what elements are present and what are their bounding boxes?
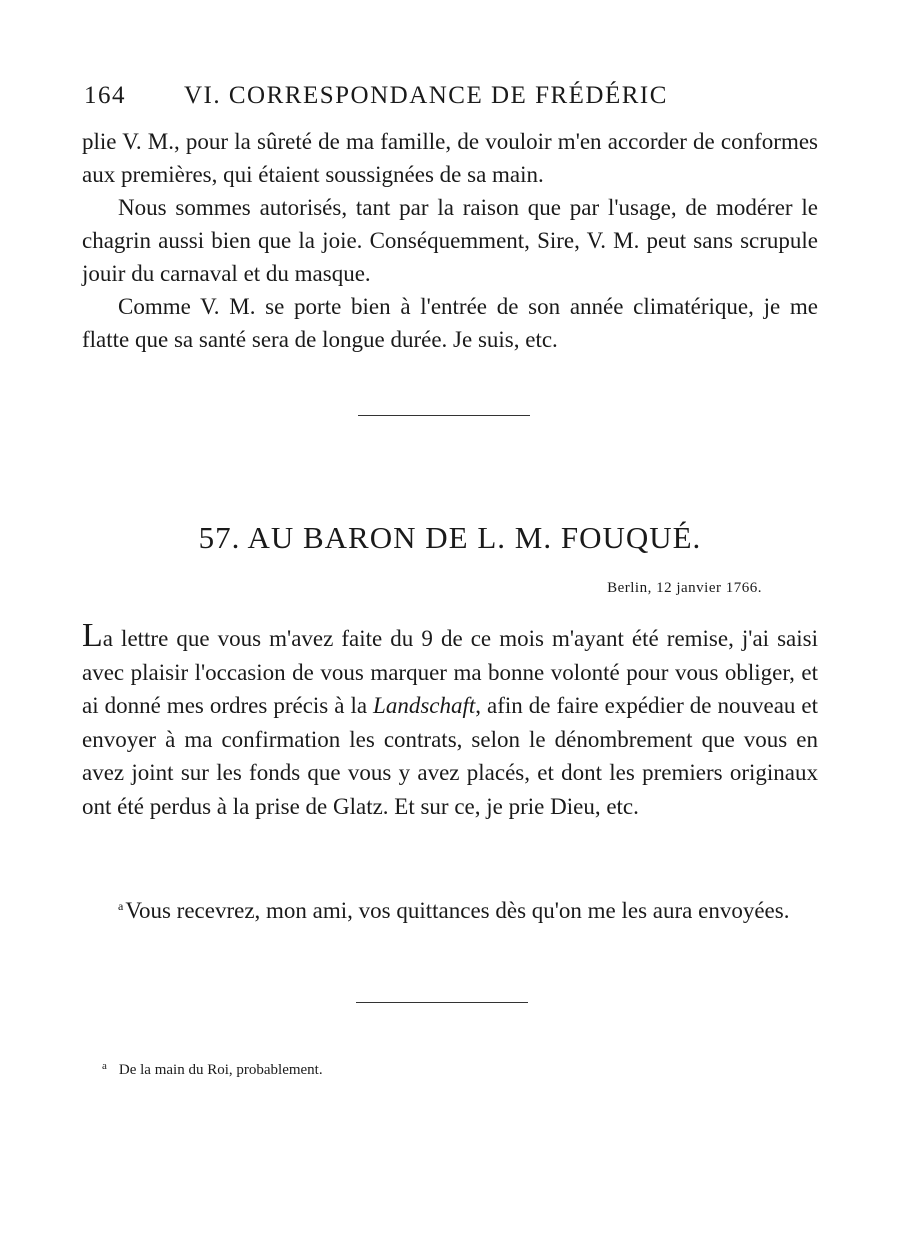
footnote: [102, 1060, 323, 1079]
paragraph: Nous sommes autorisés, tant par la raison que par l'usage, de modérer le chagrin aussi bien que la joie. Conséquemment, Sire, V. M. peut sans scrupule jouir du carnaval et du masque.: [82, 195, 818, 286]
footnote-text: De la main du Roi, probablement.: [118, 1062, 323, 1078]
section-divider: [358, 415, 530, 416]
running-head: [84, 82, 816, 110]
running-title: VI. CORRESPONDANCE DE FRÉDÉRIC: [184, 82, 668, 109]
letter-paragraph: La lettre que vous m'avez faite du 9 de ce mois m'ayant été remise, j'ai saisi avec plaisir l'occasion de vous marquer ma bonne volonté pour vous obliger, et ai donné mes ordres précis à la Landschaft, afin de faire expédier de nouveau et envoyer à ma confirmation les contrats, selon le dénombrement que vous en avez joint sur les fonds que vous y avez placés, et dont les premiers originaux ont été perdus à la prise de Glatz. Et sur ce, je prie Dieu, etc.: [82, 617, 818, 819]
paragraph: Comme V. M. se porte bien à l'entrée de son année climatérique, je me flatte que sa santé sera de longue durée. Je suis, etc.: [82, 294, 818, 352]
letter-heading: [0, 520, 900, 556]
postscript-paragraph: $^a$Vous recevrez, mon ami, vos quittances dès qu'on me les aura envoyées.: [118, 898, 790, 923]
dateline: Berlin, 12 janvier 1766.: [607, 580, 762, 596]
previous-letter-text: [82, 125, 818, 356]
footnote-reference: a: [118, 899, 124, 913]
footnote-divider: [356, 1002, 528, 1003]
initial-letter: L: [82, 617, 103, 654]
letter-title: AU BARON DE L. M. FOUQUÉ.: [247, 520, 702, 555]
paragraph: plie V. M., pour la sûreté de ma famille, de vouloir m'en accorder de conformes aux premières, qui étaient soussignées de sa main.: [82, 129, 818, 187]
footnote-marker: a: [102, 1060, 107, 1072]
letter-body: [82, 617, 818, 823]
letter-number: 57.: [198, 520, 241, 555]
page-number: 164: [84, 82, 126, 109]
postscript: [82, 890, 818, 927]
italic-term: Landschaft: [373, 693, 476, 718]
